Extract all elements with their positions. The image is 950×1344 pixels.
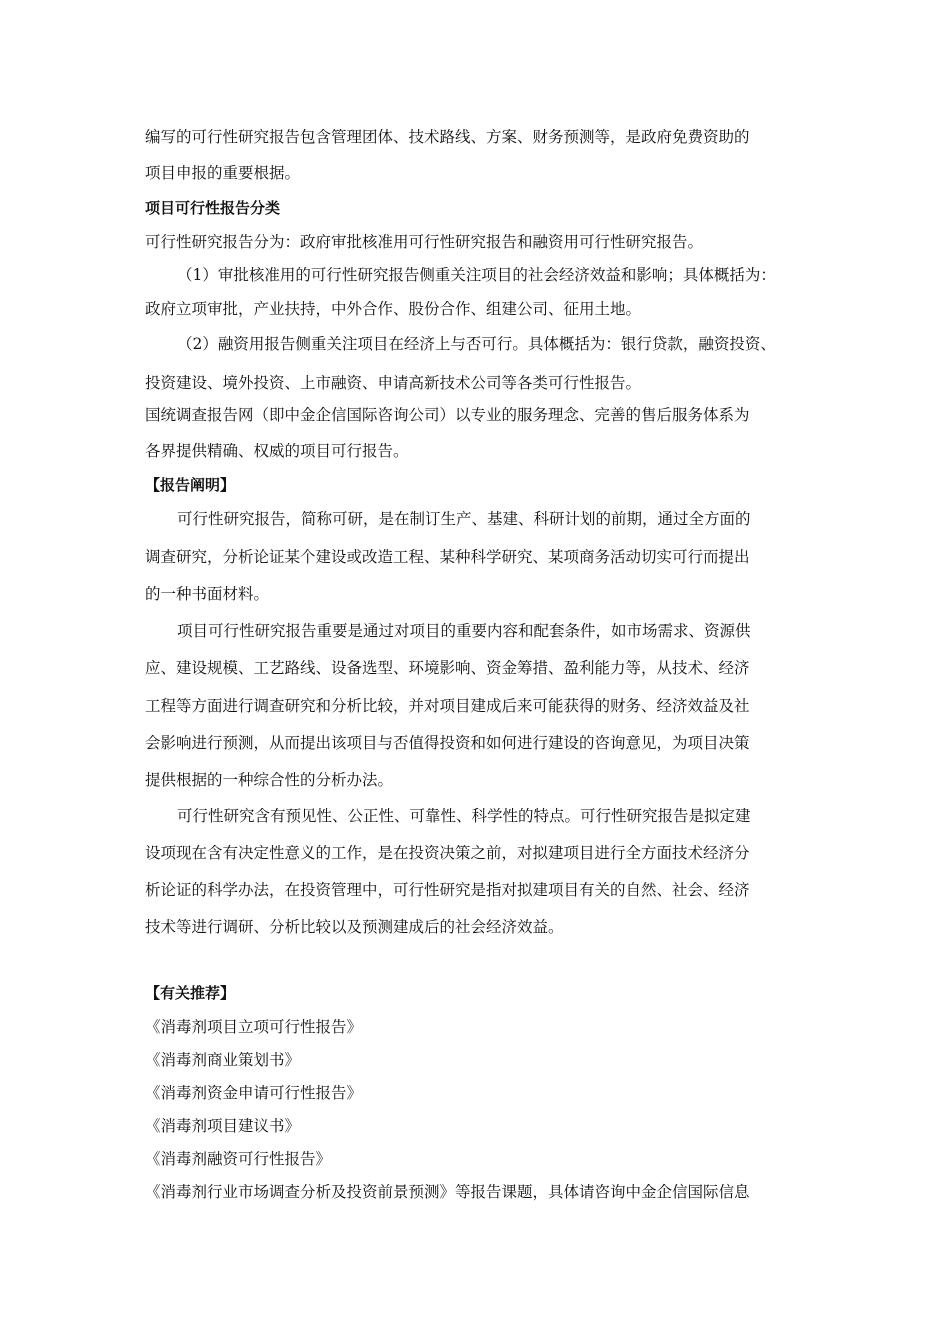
recommend-item: 《消毒剂商业策划书》	[145, 1051, 301, 1069]
classification-item-1-line-1: （1）审批核准用的可行性研究报告侧重关注项目的社会经济效益和影响；具体概括为：	[177, 266, 776, 284]
statement-p3-line-3: 析论证的科学办法，在投资管理中，可行性研究是指对拟建项目有关的自然、社会、经济	[145, 881, 750, 899]
classification-item-2-line-1: （2）融资用报告侧重关注项目在经济上与否可行。具体概括为：银行贷款，融资投资、	[177, 335, 776, 353]
recommend-heading: 【有关推荐】	[145, 984, 236, 1002]
statement-p1-line-1: 可行性研究报告，简称可研，是在制订生产、基建、科研计划的前期，通过全方面的	[177, 510, 751, 528]
classification-item-1-line-2: 政府立项审批，产业扶持，中外合作、股份合作、组建公司、征用土地。	[145, 300, 642, 318]
statement-p1-line-3: 的一种书面材料。	[145, 585, 270, 603]
company-line-1: 国统调查报告网（即中金企信国际咨询公司）以专业的服务理念、完善的售后服务体系为	[145, 406, 750, 424]
statement-p2-line-4: 会影响进行预测，从而提出该项目与否值得投资和如何进行建设的咨询意见，为项目决策	[145, 734, 750, 752]
statement-p1-line-2: 调查研究，分析论证某个建设或改造工程、某种科学研究、某项商务活动切实可行而提出	[145, 548, 750, 566]
intro-line-1: 编写的可行性研究报告包含管理团体、技术路线、方案、财务预测等，是政府免费资助的	[145, 128, 750, 146]
statement-p2-line-1: 项目可行性研究报告重要是通过对项目的重要内容和配套条件，如市场需求、资源供	[177, 622, 751, 640]
statement-p2-line-5: 提供根据的一种综合性的分析办法。	[145, 771, 394, 789]
classification-heading: 项目可行性报告分类	[145, 199, 281, 217]
recommend-item: 《消毒剂资金申请可行性报告》	[145, 1084, 363, 1102]
statement-p3-line-1: 可行性研究含有预见性、公正性、可靠性、科学性的特点。可行性研究报告是拟定建	[177, 807, 751, 825]
statement-p2-line-3: 工程等方面进行调查研究和分析比较，并对项目建成后来可能获得的财务、经济效益及社	[145, 697, 750, 715]
statement-heading: 【报告阐明】	[145, 476, 236, 494]
company-line-2: 各界提供精确、权威的项目可行报告。	[145, 442, 409, 460]
classification-line: 可行性研究报告分为：政府审批核准用可行性研究报告和融资用可行性研究报告。	[145, 233, 704, 251]
statement-p2-line-2: 应、建设规模、工艺路线、设备选型、环境影响、资金筹措、盈利能力等，从技术、经济	[145, 659, 750, 677]
intro-line-2: 项目申报的重要根据。	[145, 164, 301, 182]
recommend-item: 《消毒剂融资可行性报告》	[145, 1150, 332, 1168]
classification-item-2-line-2: 投资建设、境外投资、上市融资、申请高新技术公司等各类可行性报告。	[145, 374, 642, 392]
statement-p3-line-2: 设项现在含有决定性意义的工作，是在投资决策之前，对拟建项目进行全方面技术经济分	[145, 844, 750, 862]
recommend-item: 《消毒剂项目建议书》	[145, 1117, 301, 1135]
recommend-item: 《消毒剂行业市场调查分析及投资前景预测》等报告课题，具体请咨询中金企信国际信息	[145, 1183, 750, 1201]
recommend-item: 《消毒剂项目立项可行性报告》	[145, 1018, 363, 1036]
statement-p3-line-4: 技术等进行调研、分析比较以及预测建成后的社会经济效益。	[145, 918, 564, 936]
